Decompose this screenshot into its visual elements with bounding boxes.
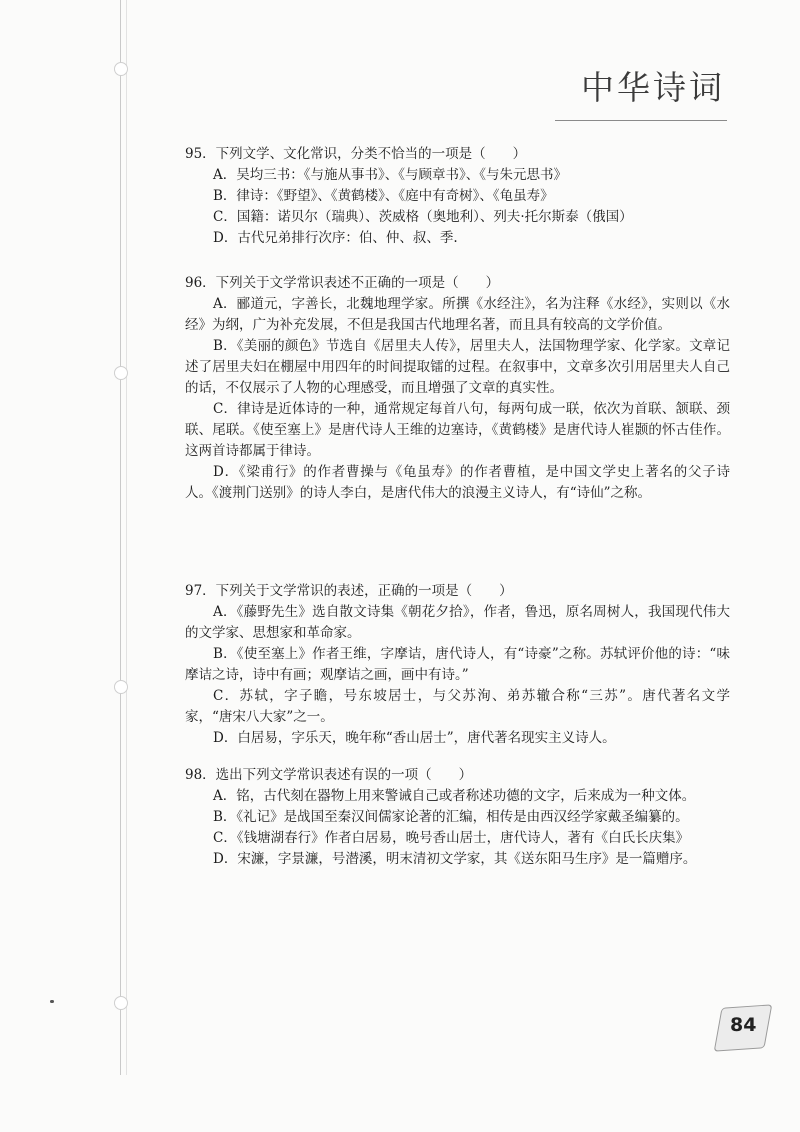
option-a: A．郦道元，字善长，北魏地理学家。所撰《水经注》，名为注释《水经》，实则以《水经》为纲，广为补充发展，不但是我国古代地理名著，而且具有较高的文学价值。 (185, 296, 730, 333)
option-a: A．《藤野先生》选自散文诗集《朝花夕拾》，作者，鲁迅，原名周树人，我国现代伟大的文学家、思想家和革命家。 (185, 604, 730, 641)
option-b: B．《使至塞上》作者王维，字摩诘，唐代诗人，有“诗豪”之称。苏轼评价他的诗：“味摩诘之诗，诗中有画；观摩诘之画，画中有诗。” (185, 646, 730, 683)
option-c: C．律诗是近体诗的一种，通常规定每首八句，每两句成一联，依次为首联、颔联、颈联、尾联。《使至塞上》是唐代诗人王维的边塞诗，《黄鹤楼》是唐代诗人崔颢的怀古佳作。这两首诗都属于律诗。 (185, 401, 730, 459)
option-b: B．《礼记》是战国至秦汉间儒家论著的汇编，相传是由西汉经学家戴圣编纂的。 (213, 809, 689, 825)
binding-hole (114, 62, 128, 76)
option-d: D．《梁甫行》的作者曹操与《龟虽寿》的作者曹植，是中国文学史上著名的父子诗人。《渡荆门送别》的诗人李白，是唐代伟大的浪漫主义诗人，有“诗仙”之称。 (185, 464, 730, 501)
option-d: D．古代兄弟排行次序：伯、仲、叔、季. (213, 230, 458, 246)
question-96 (185, 273, 730, 504)
question-95 (185, 144, 730, 249)
option-c: C．《钱塘湖春行》作者白居易，晚号香山居士，唐代诗人，著有《白氏长庆集》 (213, 830, 690, 846)
page-number-badge (712, 1002, 774, 1054)
header-rule (555, 120, 727, 121)
page-number: 84 (730, 1014, 757, 1036)
option-a: A．铭，古代刻在器物上用来警诫自己或者称述功德的文字，后来成为一种文体。 (213, 788, 696, 804)
page-header-title: 中华诗词 (581, 68, 725, 107)
question-stem: 97．下列关于文学常识的表述，正确的一项是（ ） (185, 583, 513, 599)
option-a: A．吴均三书：《与施从事书》、《与顾章书》、《与朱元思书》 (213, 167, 567, 183)
binding-hole (114, 680, 128, 694)
binding-line (120, 0, 121, 1075)
option-c: C．苏轼，字子瞻，号东坡居士，与父苏洵、弟苏辙合称“三苏”。唐代著名文学家，“唐宋八大家”之一。 (185, 688, 730, 725)
question-stem: 98．选出下列文学常识表述有误的一项（ ） (185, 767, 473, 783)
option-b: B．律诗：《野望》、《黄鹤楼》、《庭中有奇树》、《龟虽寿》 (213, 188, 554, 204)
question-stem: 96．下列关于文学常识表述不正确的一项是（ ） (185, 275, 500, 291)
binding-hole (114, 366, 128, 380)
option-b: B．《美丽的颜色》节选自《居里夫人传》，居里夫人，法国物理学家、化学家。文章记述了居里夫妇在棚屋中用四年的时间提取镭的过程。在叙事中，文章多次引用居里夫人自己的话，不仅展示了人物的心理感受，而且增强了文章的真实性。 (185, 338, 730, 396)
binding-hole (114, 996, 128, 1010)
ink-speck (50, 1000, 54, 1003)
binding-line (126, 0, 127, 1075)
question-97 (185, 581, 730, 749)
option-d: D．白居易，字乐天，晚年称“香山居士”，唐代著名现实主义诗人。 (213, 730, 616, 746)
question-98 (185, 765, 730, 870)
option-c: C．国籍：诺贝尔（瑞典）、茨威格（奥地利）、列夫·托尔斯泰（俄国） (213, 209, 633, 225)
option-d: D．宋濂，字景濂，号潜溪，明末清初文学家，其《送东阳马生序》是一篇赠序。 (213, 851, 697, 867)
question-stem: 95．下列文学、文化常识，分类不恰当的一项是（ ） (185, 146, 527, 162)
